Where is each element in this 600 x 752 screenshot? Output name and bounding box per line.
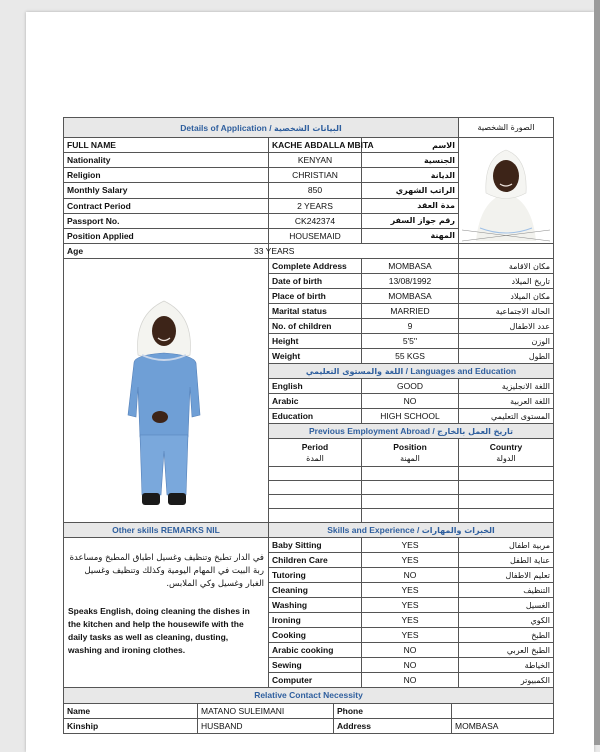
personal-label-ar: عدد الاطفال (459, 319, 554, 334)
employment-header: Previous Employment Abroad / تاريخ العمل بالخارج (269, 424, 554, 439)
contact-kinship-value: HUSBAND (198, 718, 334, 733)
photo-label: الصورة الشخصية (459, 118, 554, 138)
employment-col-position (362, 439, 459, 467)
languages-header-en: Languages and Education (410, 366, 517, 376)
personal-label-ar: الوزن (459, 334, 554, 349)
details-header-ar: البيانات الشخصية (273, 123, 342, 133)
detail-value: 2 YEARS (269, 198, 362, 213)
language-label-ar: اللغة العربية (459, 394, 554, 409)
scrollbar[interactable] (594, 0, 600, 745)
details-header-en: Details of Application (180, 122, 267, 133)
contact-address-value: MOMBASA (452, 718, 554, 733)
personal-value: 9 (362, 319, 459, 334)
skill-value: YES (362, 598, 459, 613)
personal-label: Height (269, 334, 362, 349)
employment-cell (362, 495, 459, 509)
skill-label-ar: تعليم الاطفال (459, 568, 554, 583)
detail-label-ar: الديانة (362, 168, 459, 183)
full-body-photo-image (64, 265, 267, 515)
other-skills-arabic-note: في الدار تطبخ وتنظيف وغسيل اطباق المطبخ ومساعدة ربة البيت في المهام اليومية وكذلك وتنظيف وغسيل الغبار وغسيل وكي الملابس. (69, 553, 264, 589)
contact-kinship-label: Kinship (64, 718, 198, 733)
language-value: HIGH SCHOOL (362, 409, 459, 424)
skill-value: YES (362, 613, 459, 628)
skill-value: YES (362, 628, 459, 643)
skills-header-ar: الخبرات والمهارات (421, 526, 495, 535)
detail-label-ar: الاسم (362, 138, 459, 153)
skill-value: NO (362, 568, 459, 583)
language-label: Education (269, 409, 362, 424)
employment-col-period-en: Period (301, 441, 329, 452)
skill-label: Cleaning (269, 583, 362, 598)
contact-address-label: Address (334, 718, 452, 733)
details-header: Details of Application / البيانات الشخصية (64, 118, 459, 138)
personal-label: Date of birth (269, 274, 362, 289)
skill-label: Arabic cooking (269, 643, 362, 658)
employment-header-ar: تاريخ العمل بالخارج (437, 427, 514, 436)
detail-label: Monthly Salary (64, 183, 269, 198)
personal-value: MOMBASA (362, 289, 459, 304)
passport-photo-image (462, 138, 550, 241)
contact-header: Relative Contact Necessity (64, 688, 554, 703)
skills-header-en: Skills and Experience (327, 525, 415, 535)
skill-label: Washing (269, 598, 362, 613)
employment-cell (269, 495, 362, 509)
detail-label: FULL NAME (64, 138, 269, 153)
detail-label-ar: رقم جواز السفر (362, 213, 459, 228)
age-value (254, 244, 459, 259)
language-value: NO (362, 394, 459, 409)
skill-label-ar: عناية الطفل (459, 553, 554, 568)
personal-label-ar: تاريخ الميلاد (459, 274, 554, 289)
personal-label-ar: الحالة الاجتماعية (459, 304, 554, 319)
contact-table (63, 688, 554, 734)
personal-label-ar: الطول (459, 349, 554, 364)
employment-cell (269, 509, 362, 523)
employment-cell (362, 467, 459, 481)
skill-label: Tutoring (269, 568, 362, 583)
application-form (63, 117, 553, 734)
personal-value: 5'5'' (362, 334, 459, 349)
personal-label: Weight (269, 349, 362, 364)
contact-phone-value (452, 703, 554, 718)
skill-label: Ironing (269, 613, 362, 628)
languages-header: اللغة والمستوى التعليمي / Languages and Education (269, 364, 554, 379)
language-label-ar: المستوى التعليمي (459, 409, 554, 424)
skill-label-ar: الطبخ العربي (459, 643, 554, 658)
detail-label-ar: الجنسية (362, 153, 459, 168)
contact-phone-label: Phone (334, 703, 452, 718)
employment-cell (269, 467, 362, 481)
employment-cell (362, 509, 459, 523)
skill-value: YES (362, 583, 459, 598)
employment-cell (362, 481, 459, 495)
employment-col-country-ar: الدولة (496, 453, 516, 463)
detail-value: CHRISTIAN (269, 168, 362, 183)
contact-name-value: MATANO SULEIMANI (198, 703, 334, 718)
detail-label-ar: مدة العقد (362, 198, 459, 213)
personal-label-ar: مكان الميلاد (459, 289, 554, 304)
skill-label: Computer (269, 673, 362, 688)
detail-label: Contract Period (64, 198, 269, 213)
skill-label-ar: التنظيف (459, 583, 554, 598)
personal-value: MARRIED (362, 304, 459, 319)
detail-label: Position Applied (64, 228, 269, 243)
full-body-photo (64, 259, 269, 523)
contact-name-label: Name (64, 703, 198, 718)
detail-label: Nationality (64, 153, 269, 168)
skill-value: NO (362, 643, 459, 658)
skill-label-ar: الخياطة (459, 658, 554, 673)
language-value: GOOD (362, 379, 459, 394)
detail-value: HOUSEMAID (269, 228, 362, 243)
application-table (63, 117, 554, 688)
personal-label-ar: مكان الاقامة (459, 259, 554, 274)
language-label-ar: اللغة الانجليزية (459, 379, 554, 394)
personal-value: 13/08/1992 (362, 274, 459, 289)
skill-label-ar: الكوي (459, 613, 554, 628)
personal-label: No. of children (269, 319, 362, 334)
language-label: Arabic (269, 394, 362, 409)
detail-label-ar: الراتب الشهري (362, 183, 459, 198)
employment-col-position-en: Position (393, 441, 427, 452)
employment-col-period (269, 439, 362, 467)
personal-label: Complete Address (269, 259, 362, 274)
personal-label: Marital status (269, 304, 362, 319)
detail-value: 850 (269, 183, 362, 198)
employment-cell (459, 509, 554, 523)
skill-value: NO (362, 658, 459, 673)
language-label: English (269, 379, 362, 394)
employment-col-country (459, 439, 554, 467)
skill-label-ar: الكمبيوتر (459, 673, 554, 688)
skill-value: YES (362, 538, 459, 553)
employment-cell (459, 495, 554, 509)
employment-col-position-ar: المهنة (400, 453, 420, 463)
languages-header-ar: اللغة والمستوى التعليمي (305, 367, 404, 376)
skill-label-ar: مربية اطفال (459, 538, 554, 553)
personal-value: MOMBASA (362, 259, 459, 274)
employment-col-country-en: Country (489, 441, 523, 452)
empty-cell (459, 244, 554, 259)
employment-cell (459, 481, 554, 495)
detail-label: Passport No. (64, 213, 269, 228)
age-label: Age (64, 244, 269, 259)
age-value-text: 33 YEARS (254, 246, 295, 256)
skill-label-ar: الطبخ (459, 628, 554, 643)
skill-value: YES (362, 553, 459, 568)
employment-cell (269, 481, 362, 495)
detail-label-ar: المهنة (362, 228, 459, 243)
skills-header: Skills and Experience / الخبرات والمهارات (269, 523, 554, 538)
other-skills-notes (64, 538, 269, 688)
other-skills-english-note: Speaks English, doing cleaning the dishes in the kitchen and help the housewife with the daily tasks as well as cleaning, dusting, washing and ironing clothes. (68, 606, 250, 655)
detail-value: KENYAN (269, 153, 362, 168)
skill-label: Baby Sitting (269, 538, 362, 553)
skill-label: Cooking (269, 628, 362, 643)
skill-label-ar: الغسيل (459, 598, 554, 613)
personal-label: Place of birth (269, 289, 362, 304)
employment-cell (459, 467, 554, 481)
skill-label: Children Care (269, 553, 362, 568)
detail-value: KACHE ABDALLA MBITA (269, 138, 362, 153)
personal-value: 55 KGS (362, 349, 459, 364)
detail-value: CK242374 (269, 213, 362, 228)
skill-value: NO (362, 673, 459, 688)
other-skills-header: Other skills REMARKS NIL (64, 523, 269, 538)
passport-photo (459, 138, 554, 244)
employment-header-en: Previous Employment Abroad (308, 426, 431, 436)
employment-col-period-ar: المدة (306, 453, 324, 463)
document-page (26, 12, 594, 752)
skill-label: Sewing (269, 658, 362, 673)
detail-label: Religion (64, 168, 269, 183)
